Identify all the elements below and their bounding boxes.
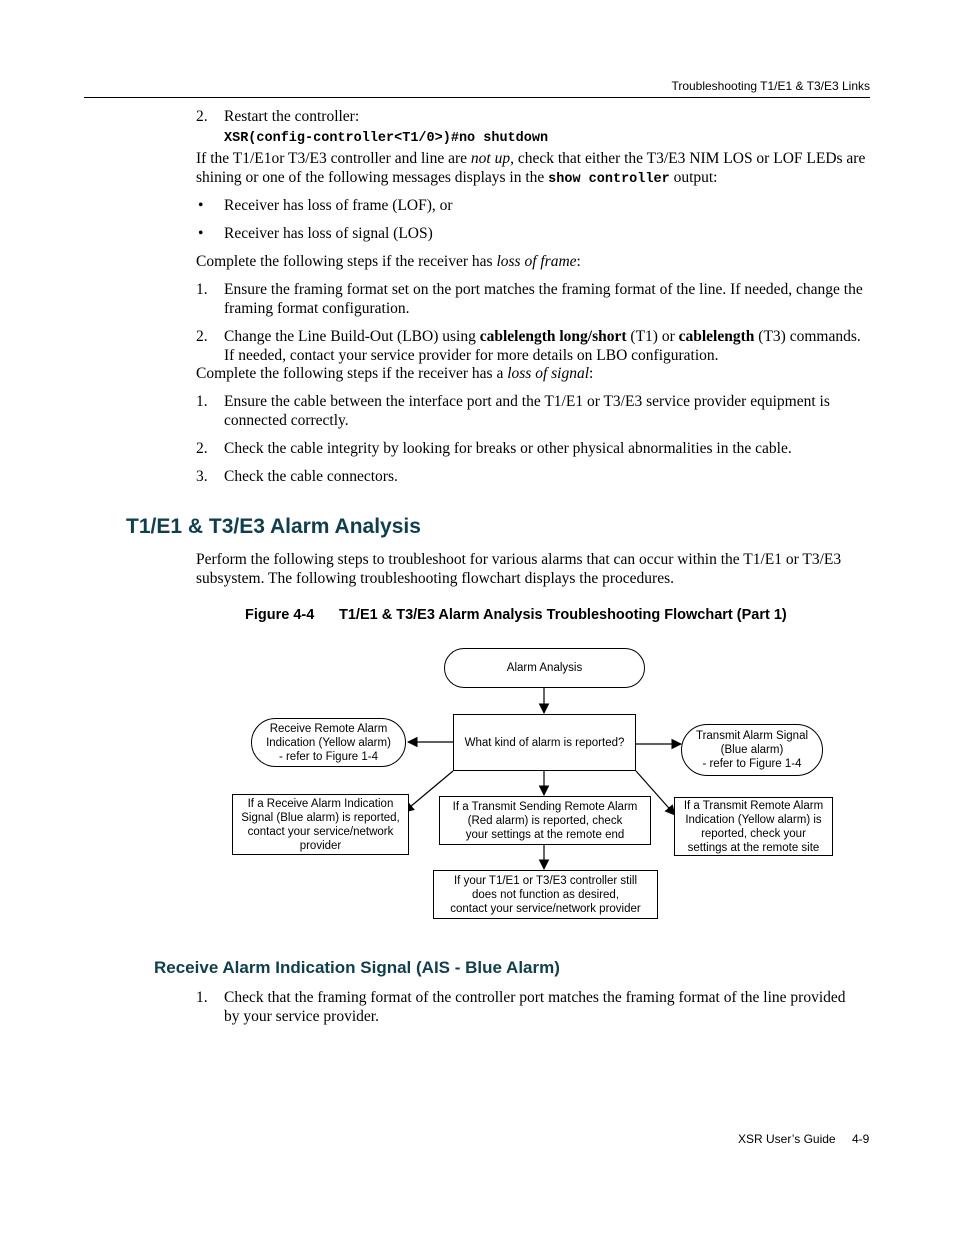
restart-command: XSR(config-controller<T1/0>)#no shutdown bbox=[224, 131, 549, 146]
text-run: , check that either the T3/E3 NIM LOS or LOF LEDs are shining or one of the following messages displays in the bbox=[196, 150, 866, 186]
figure-caption: T1/E1 & T3/E3 Alarm Analysis Troubleshooting Flowchart (Part 1) bbox=[339, 607, 787, 623]
flow-box-left: If a Receive Alarm Indication Signal (Blue alarm) is reported, contact your service/network provider bbox=[232, 794, 409, 855]
step-number: 2. bbox=[196, 440, 208, 457]
flow-box-right: If a Transmit Remote Alarm Indication (Yellow alarm) is reported, check your settings at the remote site bbox=[674, 797, 833, 856]
flow-right-terminal: Transmit Alarm Signal (Blue alarm) - refer to Figure 1-4 bbox=[681, 724, 823, 776]
text-run: Change the Line Build-Out (LBO) using bbox=[224, 328, 480, 345]
flow-start-terminal: Alarm Analysis bbox=[444, 648, 645, 688]
text-run: : bbox=[589, 365, 594, 382]
flow-decision-box: What kind of alarm is reported? bbox=[453, 714, 636, 771]
bullet: • bbox=[198, 225, 204, 242]
command-name: cablelength bbox=[678, 328, 755, 345]
text-run: (T3) commands. If needed, contact your service provider for more details on LBO configuration. bbox=[224, 328, 861, 364]
step-number: 2. bbox=[196, 328, 208, 345]
emphasis: loss of frame bbox=[496, 253, 577, 270]
step-number: 3. bbox=[196, 468, 208, 485]
command-name: cablelength long/short bbox=[479, 328, 627, 345]
emphasis: loss of signal bbox=[507, 365, 590, 382]
restart-step-text: Restart the controller: bbox=[224, 108, 360, 125]
los-step-2: Check the cable integrity by looking for breaks or other physical abnormalities in the cable. bbox=[224, 440, 792, 457]
los-step-1: Ensure the cable between the interface port and the T1/E1 or T3/E3 service provider equipment is connected correctly. bbox=[224, 393, 830, 429]
text-run: output: bbox=[669, 168, 718, 186]
footer-guide-title: XSR User’s Guide bbox=[738, 1132, 836, 1146]
subsection-title: Receive Alarm Indication Signal (AIS - Blue Alarm) bbox=[154, 958, 560, 977]
bullet-item: Receiver has loss of signal (LOS) bbox=[224, 225, 433, 242]
emphasis: not up bbox=[470, 150, 511, 167]
step-number: 1. bbox=[196, 393, 208, 410]
step-number: 2. bbox=[196, 108, 208, 125]
flow-box-middle: If a Transmit Sending Remote Alarm (Red alarm) is reported, check your settings at the remote end bbox=[439, 796, 651, 845]
inline-code: show controller bbox=[548, 171, 670, 187]
page-number: 4-9 bbox=[852, 1132, 870, 1146]
bullet-item: Receiver has loss of frame (LOF), or bbox=[224, 197, 453, 214]
step-number: 1. bbox=[196, 989, 208, 1006]
text-run: If the T1/E1or T3/E3 controller and line are bbox=[196, 150, 471, 167]
bullet: • bbox=[198, 197, 204, 214]
section-intro: Perform the following steps to troubleshoot for various alarms that can occur within the T1/E1 or T3/E3 subsystem. The following troubleshooting flowchart displays the procedures. bbox=[196, 551, 842, 587]
text-run: Complete the following steps if the receiver has a bbox=[196, 365, 508, 382]
running-header: Troubleshooting T1/E1 & T3/E3 Links bbox=[671, 79, 870, 93]
text-run: (T1) or bbox=[626, 328, 679, 345]
ais-step-1: Check that the framing format of the controller port matches the framing format of the line provided by your service provider. bbox=[224, 989, 846, 1025]
step-number: 1. bbox=[196, 281, 208, 298]
section-title: T1/E1 & T3/E3 Alarm Analysis bbox=[126, 515, 421, 538]
lof-step-1: Ensure the framing format set on the port matches the framing format of the line. If needed, change the framing format configuration. bbox=[224, 281, 863, 317]
flow-box-bottom: If your T1/E1 or T3/E3 controller still does not function as desired, contact your service/network provider bbox=[433, 870, 658, 919]
text-run: Complete the following steps if the receiver has bbox=[196, 253, 497, 270]
los-step-3: Check the cable connectors. bbox=[224, 468, 398, 485]
figure-label: Figure 4-4 bbox=[245, 607, 315, 623]
flow-left-terminal: Receive Remote Alarm Indication (Yellow alarm) - refer to Figure 1-4 bbox=[251, 718, 406, 767]
text-run: : bbox=[576, 253, 581, 270]
